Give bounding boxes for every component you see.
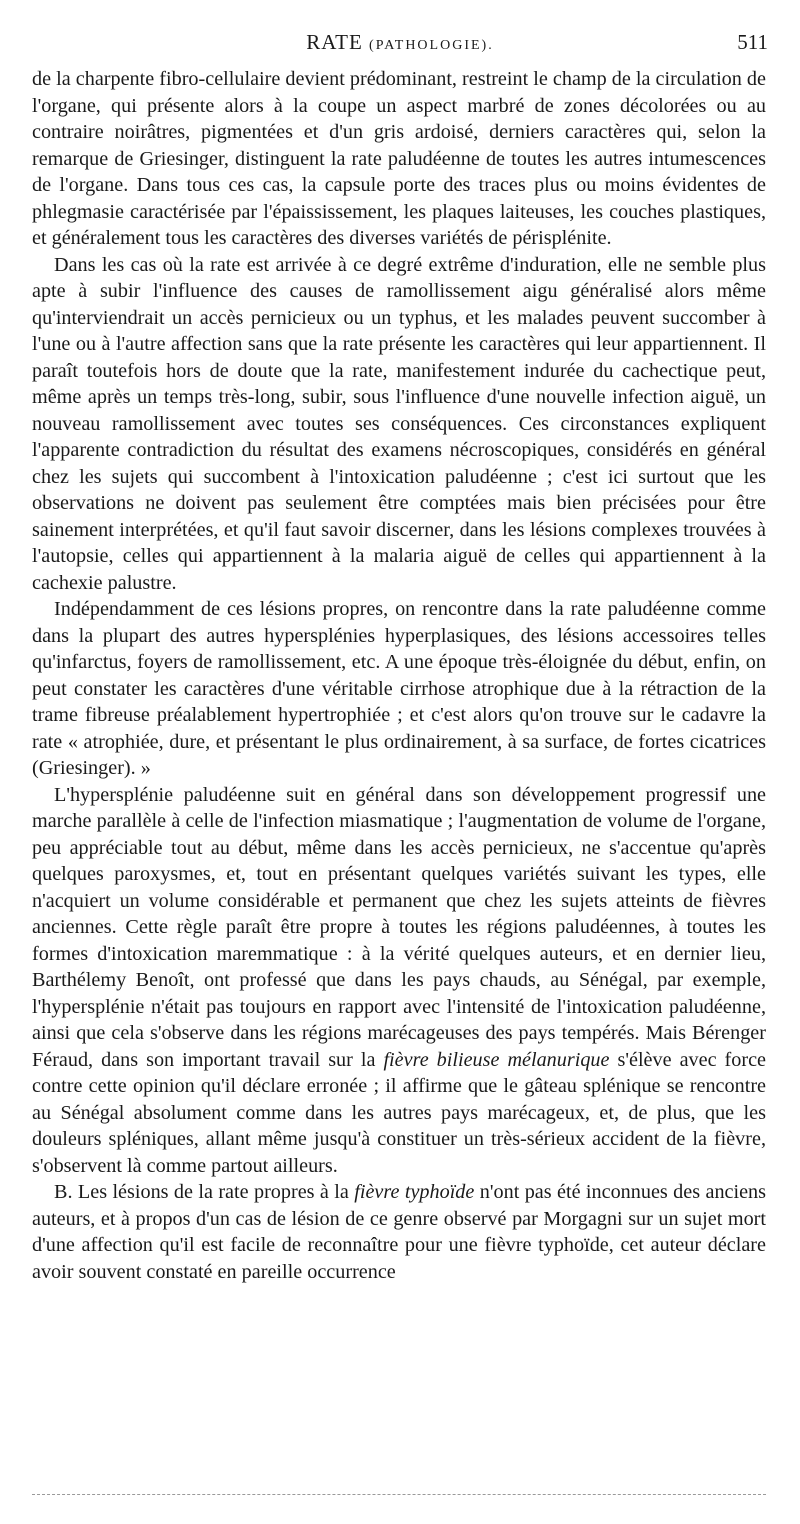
paragraph-5-part-2: n'ont pas été inconnues des anciens auteurs, et à propos d'un cas de lésion de ce genre observé par Morgagni sur un sujet mort d'une affection qu'il est facile de reconnaître pour une fièvre typhoïde, cet auteur déclare avoir souvent constaté en pareille occurrence bbox=[32, 1181, 767, 1283]
paragraph-5-part-1: B. Les lésions de la rate propres à la bbox=[54, 1181, 355, 1203]
running-title-main: RATE bbox=[306, 30, 363, 54]
paragraph-4 bbox=[32, 782, 766, 1180]
paragraph-3: Indépendamment de ces lésions propres, on rencontre dans la rate paludéenne comme dans la plupart des autres hypersplénies hyperplasiques, des lésions accessoires telles qu'infarctus, foyers de ramollissement, etc. A une époque très-éloignée du début, enfin, on peut constater les caractères d'une véritable cirrhose atrophique due à la rétraction de la trame fibreuse préalablement hypertrophiée ; et c'est alors qu'on trouve sur le cadavre la rate « atrophiée, dure, et présentant le plus ordinairement, à sa surface, de fortes cicatrices (Griesinger). » bbox=[32, 598, 766, 779]
italic-title-fievre-bilieuse: fièvre bilieuse mélanurique bbox=[383, 1048, 610, 1071]
running-title bbox=[32, 30, 768, 55]
paragraph-1: de la charpente fibro-cellulaire devient prédominant, restreint le champ de la circulation de l'organe, qui présente alors à la coupe un aspect marbré de zones décolorées ou au contraire noirâtres, pigmentées et d'un gris ardoisé, derniers caractères qui, selon la remarque de Griesinger, distinguent la rate paludéenne de toutes les autres intumescences de l'organe. Dans tous ces cas, la capsule porte des traces plus ou moins évidentes de phlegmasie caractérisée par l'épaississement, les plaques laiteuses, les couches plastiques, et généralement tous les caractères des diverses variétés de périsplénite. bbox=[32, 68, 766, 249]
running-title-sub: (PATHOLOGIE). bbox=[369, 38, 494, 53]
running-header bbox=[32, 30, 768, 60]
footer-divider bbox=[32, 1494, 766, 1495]
paragraph-5 bbox=[32, 1179, 766, 1285]
paragraph-2: Dans les cas où la rate est arrivée à ce degré extrême d'induration, elle ne semble plus apte à subir l'influence des causes de ramollissement aigu généralisé alors même qu'interviendrait un accès pernicieux ou un typhus, et les malades peuvent succomber à l'une ou à l'autre affection sans que la rate présente les caractères qui leur appartiennent. Il paraît toutefois hors de doute que la rate, manifestement indurée du cachectique peut, même après un temps très-long, subir, sous l'influence d'une nouvelle infection aiguë, un nouveau ramollissement avec toutes ses conséquences. Ces circonstances expliquent l'apparente contradiction du résultat des examens nécroscopiques, considérés en général chez les sujets qui succombent à l'intoxication paludéenne ; c'est ici surtout que les observations ne doivent pas seulement être comptées mais bien précisées pour être sainement interprétées, et qu'il faut savoir discerner, dans les lésions complexes trouvées à l'autopsie, celles qui appartiennent à la malaria aiguë de celles qui appartiennent à la cachexie palustre. bbox=[32, 253, 766, 594]
paragraph-4-part-1: L'hypersplénie paludéenne suit en général dans son développement progressif une marche parallèle à celle de l'infection miasmatique ; l'augmentation de volume de l'organe, peu appréciable tout au début, même dans les accès pernicieux, ne s'accentue qu'après quelques paroxysmes, et, tout en présentant quelques variétés suivant les types, elle n'acquiert un volume considérable et permanent que chez les sujets atteints de fièvres anciennes. Cette règle paraît être propre à toutes les régions paludéennes, à toutes les formes d'intoxication maremmatique : à la vérité quelques auteurs, et en dernier lieu, Barthélemy Benoît, ont professé que dans les pays chauds, au Sénégal, par exemple, l'hypersplénie n'était pas toujours en rapport avec l'intensité de l'intoxication paludéenne, ainsi que cela s'observe dans les régions marécageuses des pays tempérés. Mais Bérenger Féraud, dans son important travail sur la bbox=[32, 783, 766, 1071]
body-text bbox=[32, 66, 766, 1285]
paragraph-4-part-2: s'élève avec force contre cette opinion qu'il déclare erronée ; il affirme que le gâteau splénique se rencontre au Sénégal absolument comme dans les autres pays marécageux, et, de plus, que les douleurs spléniques, allant même jusqu'à constituer un très-sérieux accident de la fièvre, s'observent là comme partout ailleurs. bbox=[32, 1048, 767, 1177]
page-number: 511 bbox=[737, 30, 768, 54]
italic-term-fievre-typhoide: fièvre typhoïde bbox=[354, 1181, 475, 1203]
